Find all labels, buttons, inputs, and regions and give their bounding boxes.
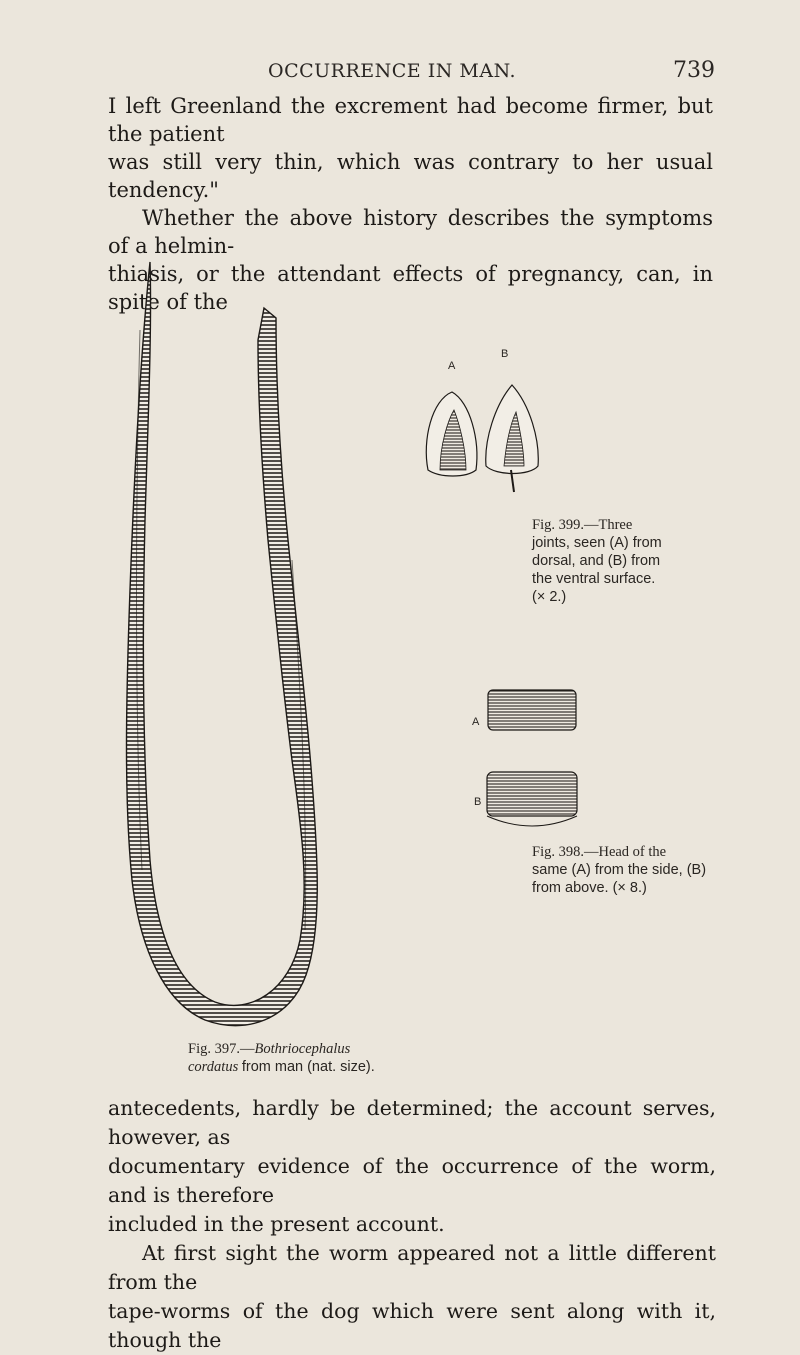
caption-line: Fig. 399.—Three (532, 517, 633, 533)
text-line: documentary evidence of the occurrence of the worm, and is therefore (108, 1154, 716, 1207)
page-number: 739 (673, 58, 715, 83)
figure-label-a: A (472, 716, 480, 728)
text-line: Whether the above history describes the symptoms of a helmin- (108, 206, 713, 258)
paragraph-bottom (108, 1094, 716, 1355)
running-head: OCCURRENCE IN MAN. (268, 60, 517, 82)
caption-text: from man (nat. size). (241, 1059, 375, 1075)
text-line: I left Greenland the excrement had become firmer, but the patient (108, 94, 713, 146)
figure-397-caption (188, 1040, 408, 1076)
caption-fig-number: Fig. 397.— (188, 1041, 255, 1057)
head-drawing (487, 690, 577, 826)
figure-label-a: A (448, 360, 456, 372)
caption-species: cordatus (188, 1059, 239, 1075)
caption-line: same (A) from the side, (B) (532, 862, 707, 878)
caption-line: Fig. 398.—Head of the (532, 844, 667, 860)
text-line: tape-worms of the dog which were sent along with it, though the (108, 1299, 716, 1352)
figure-label-b: B (474, 796, 482, 808)
caption-line: dorsal, and (B) from (532, 553, 661, 569)
caption-line: the ventral surface. (532, 571, 656, 587)
text-line: At first sight the worm appeared not a little different from the (108, 1241, 716, 1294)
text-line: thiasis, or the attendant effects of pregnancy, can, in spite of the (108, 262, 713, 314)
text-line: antecedents, hardly be determined; the account serves, however, as (108, 1096, 716, 1149)
figure-398-caption (532, 843, 712, 897)
text-line: included in the present account. (108, 1212, 445, 1236)
caption-line: joints, seen (A) from (532, 535, 662, 551)
caption-line: from above. (× 8.) (532, 880, 647, 896)
caption-species: Bothriocephalus (254, 1041, 351, 1057)
text-line: was still very thin, which was contrary to her usual tendency." (108, 150, 713, 202)
figure-label-b: B (501, 348, 509, 360)
figure-399-caption (532, 516, 707, 606)
caption-line: (× 2.) (532, 589, 567, 605)
joints-drawing (426, 385, 538, 492)
tapeworm-drawing (127, 262, 318, 1026)
